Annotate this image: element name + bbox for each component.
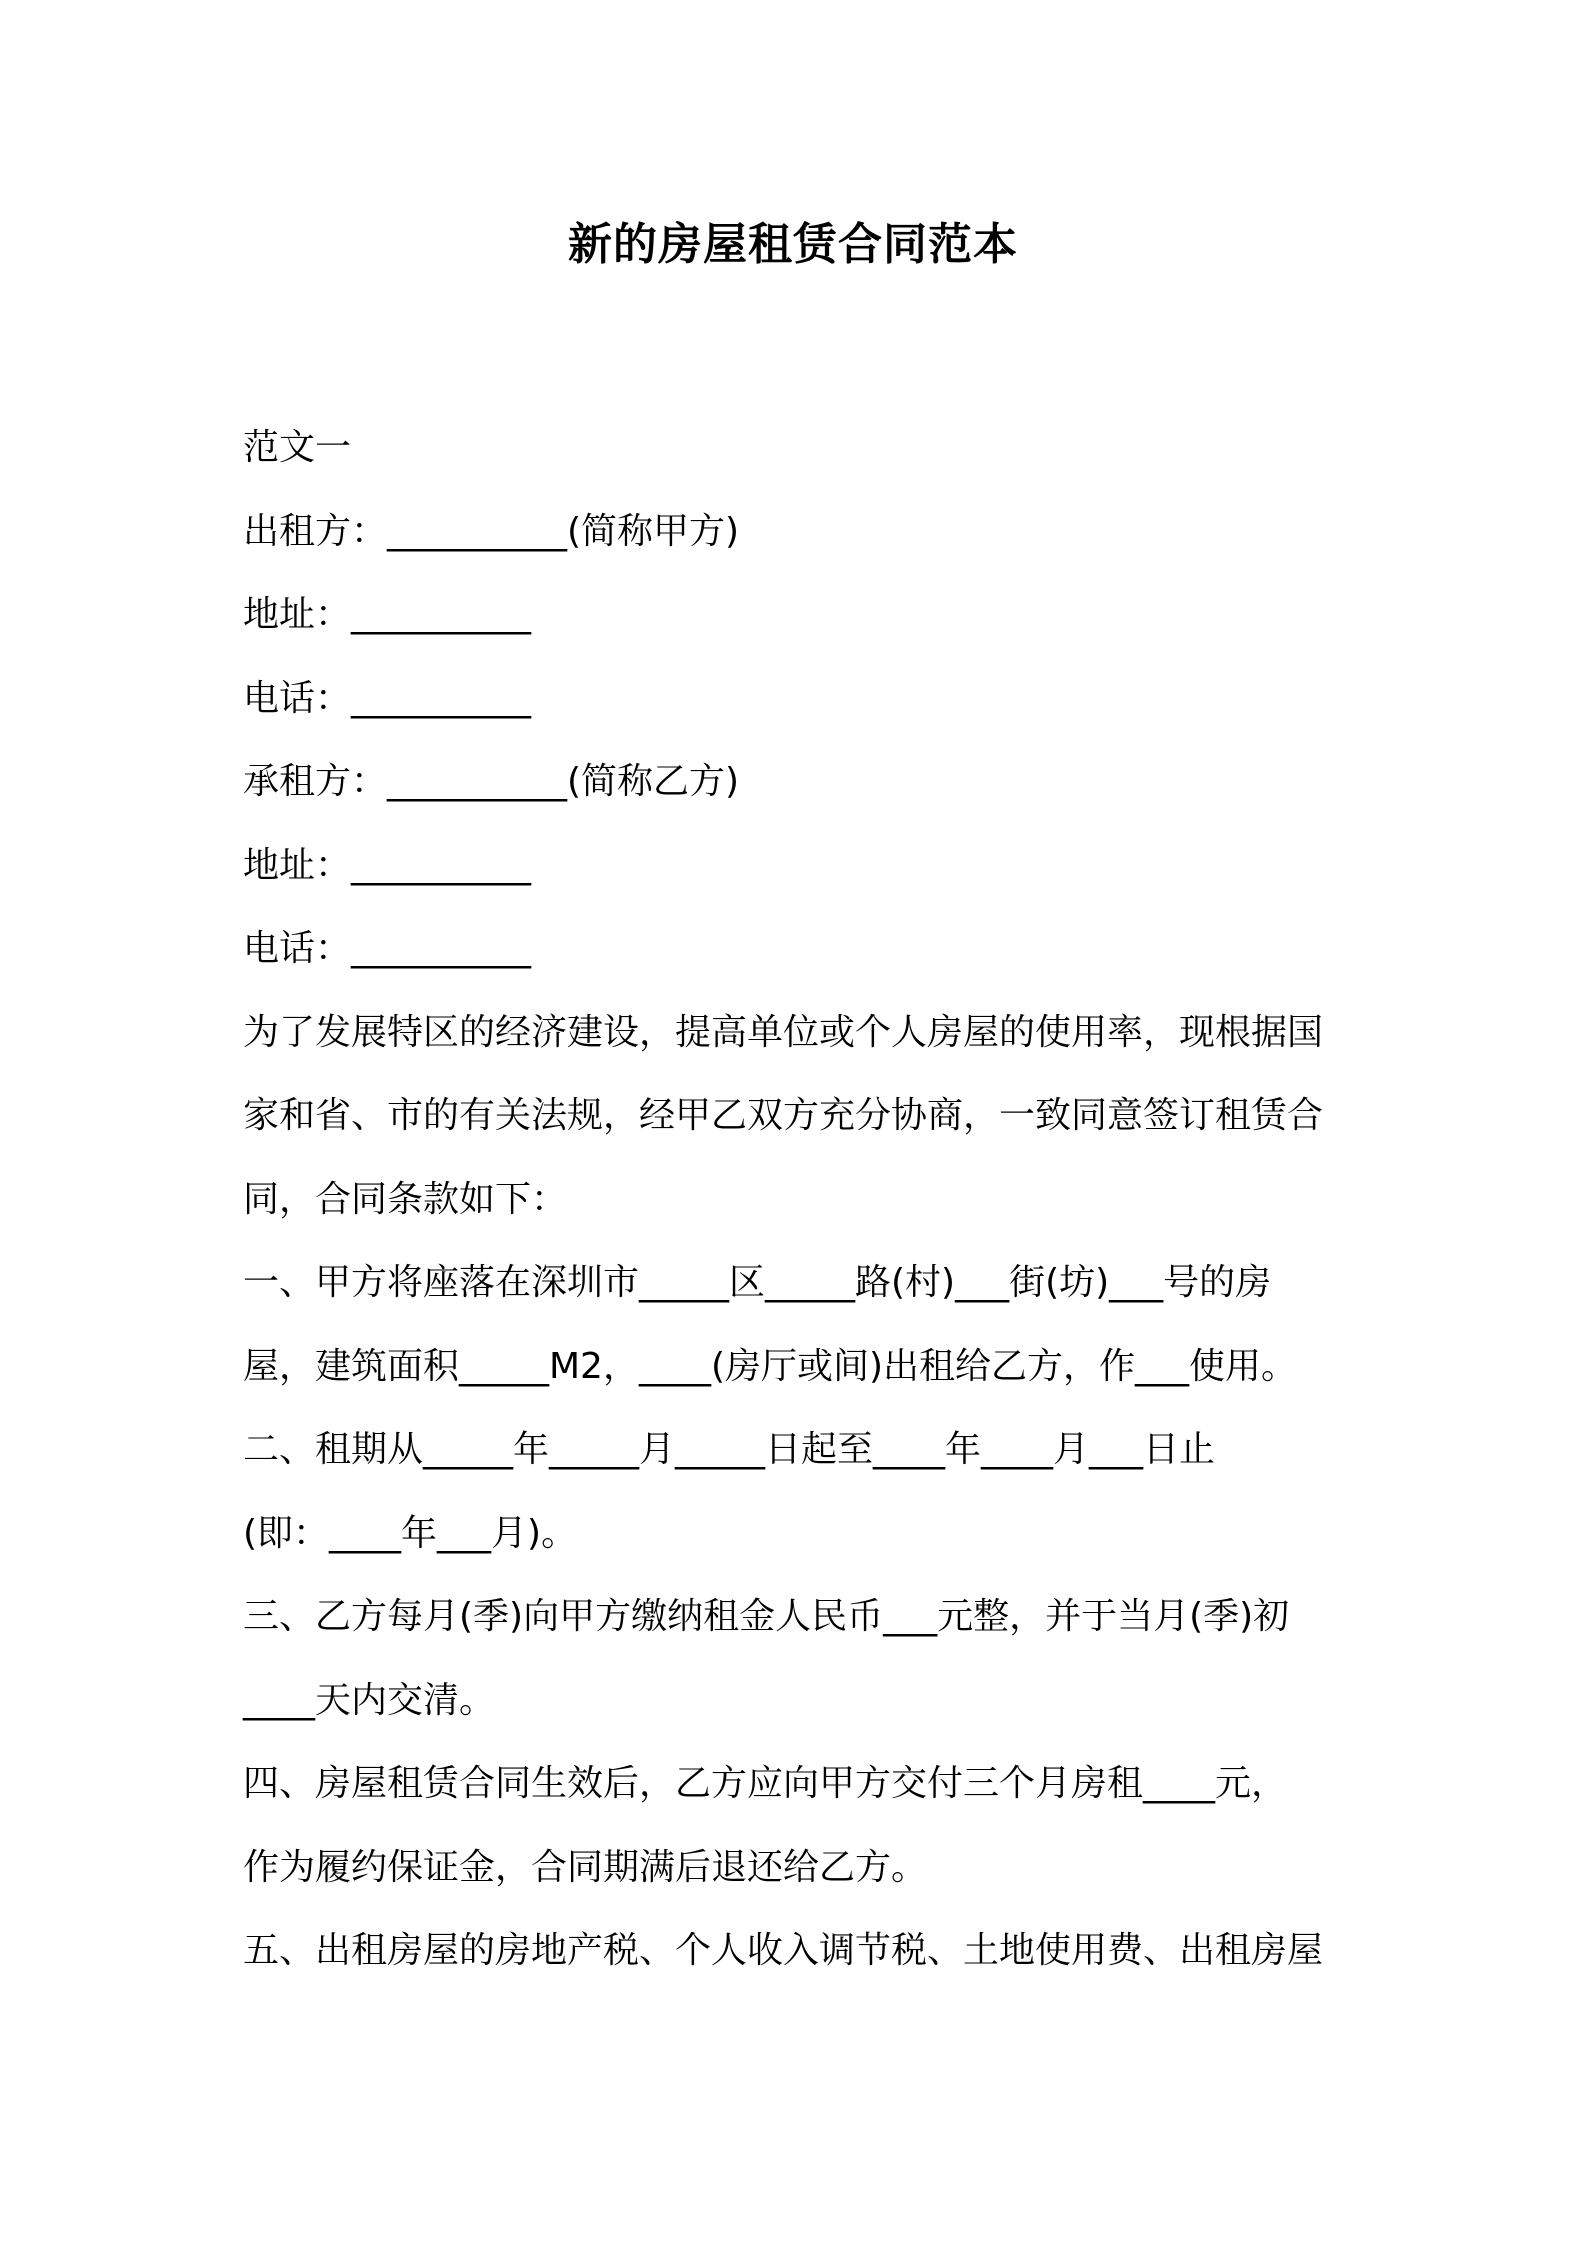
clause-3-line: 三、乙方每月(季)向甲方缴纳租金人民币___元整，并于当月(季)初 <box>243 1596 1290 1637</box>
preamble-line: 家和省、市的有关法规，经甲乙双方充分协商，一致同意签订租赁合 <box>243 1095 1324 1136</box>
preamble-line: 为了发展特区的经济建设，提高单位或个人房屋的使用率，现根据国 <box>243 1011 1324 1053</box>
lessor-address-line: 地址：__________ <box>243 594 532 635</box>
clause-5-line: 五、出租房屋的房地产税、个人收入调节税、土地使用费、出租房屋 <box>243 1930 1324 1971</box>
clause-2-line: (即：____年___月)。 <box>243 1512 578 1554</box>
clause-4-line: 四、房屋租赁合同生效后，乙方应向甲方交付三个月房租____元， <box>243 1763 1288 1804</box>
clause-1-line: 一、甲方将座落在深圳市_____区_____路(村)___街(坊)___号的房 <box>243 1262 1272 1303</box>
document-body <box>243 406 1363 1993</box>
document-title: 新的房屋租赁合同范本 <box>568 219 1018 270</box>
clause-3-line: ____天内交清。 <box>243 1679 496 1721</box>
clause-1-line: 屋，建筑面积_____M2，____(房厅或间)出租给乙方，作___使用。 <box>243 1345 1298 1387</box>
lessee-address-line: 地址：__________ <box>243 844 532 886</box>
preamble-line: 同，合同条款如下： <box>243 1178 568 1220</box>
clause-4-line: 作为履约保证金，合同期满后退还给乙方。 <box>243 1846 928 1888</box>
section-heading: 范文一 <box>243 427 352 468</box>
lessor-name-line: 出租方：__________(简称甲方) <box>243 510 740 552</box>
lessor-phone-line: 电话：__________ <box>243 677 532 719</box>
lessee-phone-line: 电话：__________ <box>243 928 532 969</box>
lessee-name-line: 承租方：__________(简称乙方) <box>243 761 740 802</box>
clause-2-line: 二、租期从_____年_____月_____日起至____年____月___日止 <box>243 1429 1216 1470</box>
